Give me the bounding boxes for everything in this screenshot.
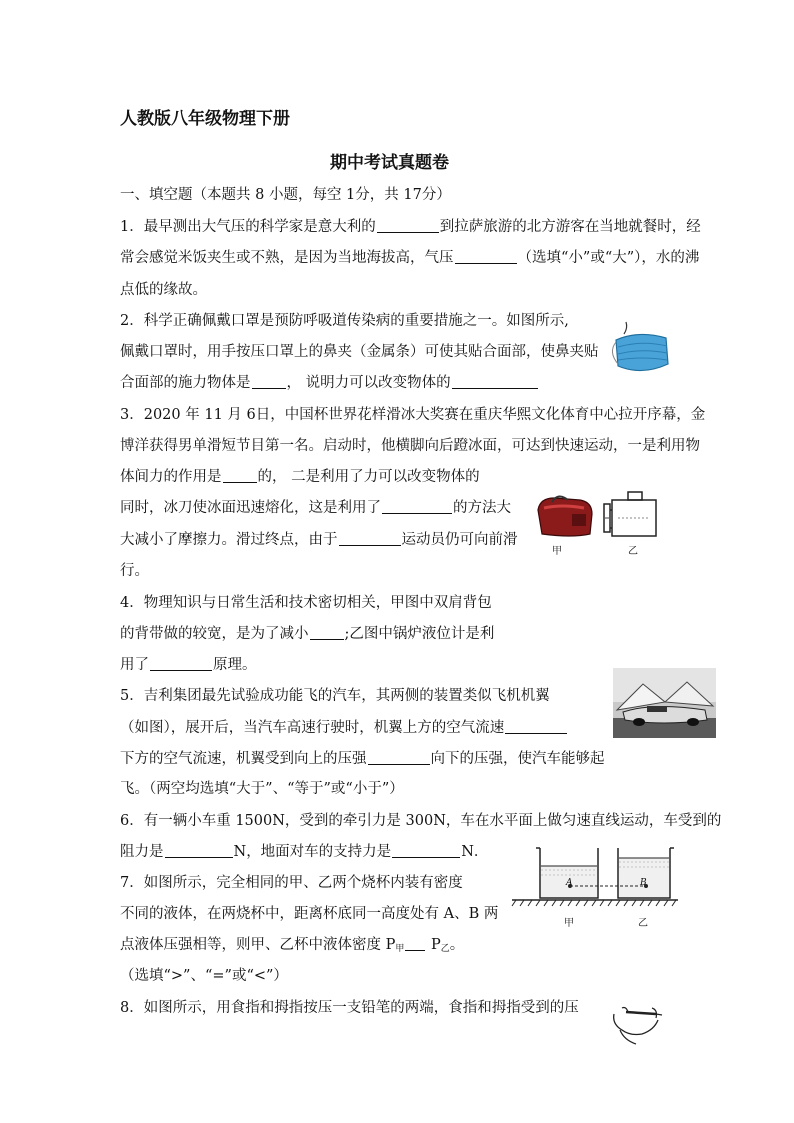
text: ， 说明力可以改变物体的	[286, 375, 451, 391]
q3-line2: 博洋获得男单滑短节目第一名。启动时，他横脚向后蹬冰面，可达到快速运动，一是利用物	[120, 438, 700, 454]
text: 原理。	[213, 657, 257, 673]
blank	[405, 935, 425, 951]
text: P	[426, 937, 441, 953]
blank	[339, 530, 401, 546]
point-b-label: B	[640, 878, 647, 888]
blank	[382, 498, 452, 514]
text: N．	[461, 844, 489, 860]
q7-line3	[120, 935, 464, 959]
text: 阻力是	[120, 844, 164, 860]
text: ;乙图中锅炉液位计是利	[344, 626, 495, 642]
blank	[150, 655, 212, 671]
q4-line1: 4．物理知识与日常生活和技术密切相关，甲图中双肩背包	[120, 595, 492, 611]
q2-line2: 佩戴口罩时，用手按压口罩上的鼻夹（金属条）可使其贴合面部，使鼻夹贴	[120, 344, 599, 360]
q4-line3	[120, 655, 257, 675]
q5-line4: 飞。（两空均选填“大于”、“等于”或“小于”）	[120, 781, 404, 797]
flying-car-photo	[613, 668, 716, 738]
q3-line5	[120, 530, 518, 550]
text: 。	[449, 937, 465, 953]
label-jia: 甲	[552, 546, 562, 557]
mask-figure	[604, 320, 674, 380]
q7-line2: 不同的液体，在两烧杯中，距离杯底同一高度处有 A、B 两	[120, 906, 499, 922]
label-yi: 乙	[628, 546, 638, 557]
text: 体间力的作用是	[120, 469, 222, 485]
text: 的， 二是利用了力可以改变物体的	[257, 469, 480, 485]
text: 常会感觉米饭夹生或不熟，是因为当地海拔高，气压	[120, 250, 454, 266]
q1-line2	[120, 248, 699, 268]
text: 的方法大	[453, 500, 511, 516]
q7-line1: 7．如图所示，完全相同的甲、乙两个烧杯内装有密度	[120, 875, 463, 891]
blank	[165, 842, 233, 858]
book-title: 人教版八年级物理下册	[120, 109, 290, 129]
text: 大减小了摩擦力。滑过终点，由于	[120, 532, 338, 548]
blank	[392, 842, 460, 858]
text: N，地面对车的支持力是	[233, 844, 392, 860]
backpack-icon	[538, 496, 592, 536]
beakers-figure	[510, 842, 680, 920]
text: （选填“小”或“大”），水的沸	[517, 250, 700, 266]
beaker-jia-label: 甲	[564, 918, 574, 929]
text: 用了	[120, 657, 149, 673]
point-a-label: A	[566, 878, 573, 888]
q5-line1: 5．吉利集团最先试验成功能飞的汽车，其两侧的装置类似飞机机翼	[120, 688, 550, 704]
text: 到拉萨旅游的北方游客在当地就餐时，经	[439, 219, 701, 235]
blank	[252, 373, 286, 389]
q5-line3	[120, 749, 605, 769]
q6-line1: 6．有一辆小车重 1500N，受到的牵引力是 300N，车在水平面上做匀速直线运动，车受到的	[120, 813, 722, 829]
blank	[455, 248, 517, 264]
text: 下方的空气流速，机翼受到向上的压强	[120, 751, 367, 767]
blank	[452, 373, 538, 389]
pencil-hand-figure	[608, 1000, 668, 1048]
blank	[223, 467, 257, 483]
text: 向下的压强，使汽车能够起	[430, 751, 605, 767]
boiler-icon	[604, 492, 656, 536]
blank	[368, 749, 430, 765]
q4-line2	[120, 624, 494, 644]
exam-title: 期中考试真题卷	[330, 153, 449, 173]
q1-line3: 点低的缘故。	[120, 282, 207, 298]
subscript-yi: 乙	[440, 944, 450, 954]
subscript-jia: 甲	[395, 944, 405, 954]
q3-line4	[120, 498, 511, 518]
text: 点液体压强相等，则甲、乙杯中液体密度 P	[120, 937, 396, 953]
blank	[310, 624, 344, 640]
q6-line2	[120, 842, 488, 862]
beaker-yi-label: 乙	[638, 918, 648, 929]
blank	[505, 718, 567, 734]
q1-line1	[120, 217, 701, 237]
q8-line1: 8．如图所示，用食指和拇指按压一支铅笔的两端，食指和拇指受到的压	[120, 1000, 579, 1016]
q7-line4: （选填“>”、“=”或“<”）	[120, 968, 288, 984]
q3-line3	[120, 467, 480, 487]
text: 合面部的施力物体是	[120, 375, 251, 391]
blank	[377, 217, 439, 233]
q5-line2	[120, 718, 568, 738]
text: 1．最早测出大气压的科学家是意大利的	[120, 219, 376, 235]
text: 同时，冰刀使冰面迅速熔化，这是利用了	[120, 500, 381, 516]
text: 的背带做的较宽，是为了减小	[120, 626, 309, 642]
q3-line1: 3．2020 年 11 月 6日，中国杯世界花样滑冰大奖赛在重庆华熙文化体育中心拉开序幕，金	[120, 407, 706, 423]
section-heading: 一、填空题（本题共 8 小题，每空 1分，共 17分）	[120, 187, 451, 203]
text: 运动员仍可向前滑	[401, 532, 518, 548]
q3-line6: 行。	[120, 563, 149, 579]
text: （如图），展开后，当汽车高速行驶时，机翼上方的空气流速	[120, 720, 505, 736]
q2-line1: 2．科学正确佩戴口罩是预防呼吸道传染病的重要措施之一。如图所示,	[120, 313, 569, 329]
q2-line3	[120, 373, 539, 393]
